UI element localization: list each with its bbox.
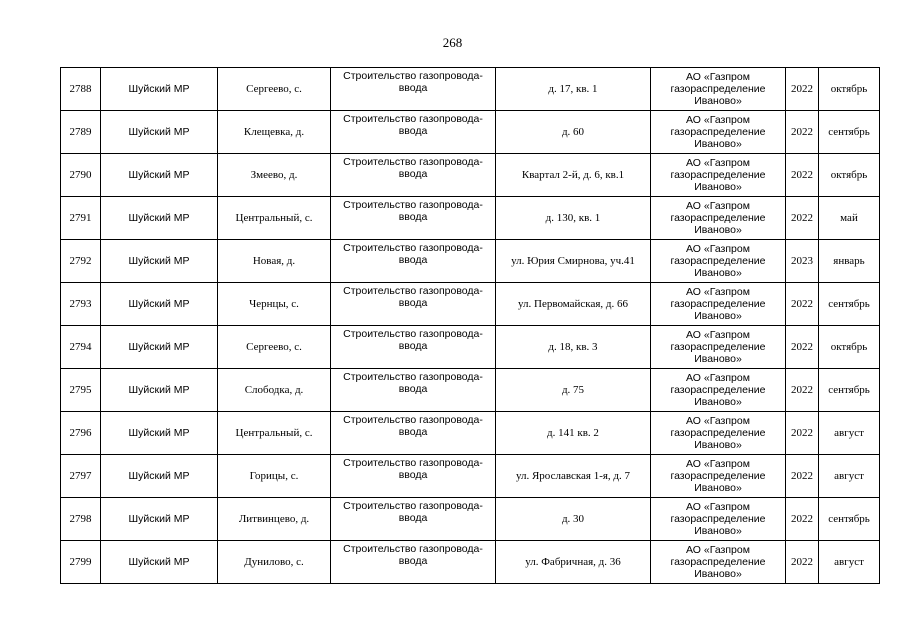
district-cell: Шуйский МР <box>101 498 218 541</box>
settlement-cell: Чернцы, с. <box>218 283 331 326</box>
district-cell: Шуйский МР <box>101 412 218 455</box>
table-row <box>61 498 880 541</box>
year-cell: 2022 <box>786 326 819 369</box>
work-type-cell: Строительство газопровода-ввода <box>331 111 496 154</box>
year-cell: 2023 <box>786 240 819 283</box>
organization-cell: АО «Газпром газораспределение Иваново» <box>651 68 786 111</box>
district-cell: Шуйский МР <box>101 68 218 111</box>
month-cell: сентябрь <box>819 283 880 326</box>
row-number-cell: 2798 <box>61 498 101 541</box>
month-cell: август <box>819 412 880 455</box>
settlement-cell: Горицы, с. <box>218 455 331 498</box>
table-body <box>61 68 880 584</box>
district-cell: Шуйский МР <box>101 154 218 197</box>
settlement-cell: Центральный, с. <box>218 197 331 240</box>
gas-connection-table <box>60 67 880 584</box>
organization-cell: АО «Газпром газораспределение Иваново» <box>651 240 786 283</box>
settlement-cell: Литвинцево, д. <box>218 498 331 541</box>
year-cell: 2022 <box>786 369 819 412</box>
settlement-cell: Центральный, с. <box>218 412 331 455</box>
address-cell: д. 75 <box>496 369 651 412</box>
address-cell: д. 30 <box>496 498 651 541</box>
work-type-cell: Строительство газопровода-ввода <box>331 541 496 584</box>
work-type-cell: Строительство газопровода-ввода <box>331 326 496 369</box>
district-cell: Шуйский МР <box>101 111 218 154</box>
row-number-cell: 2796 <box>61 412 101 455</box>
district-cell: Шуйский МР <box>101 541 218 584</box>
row-number-cell: 2794 <box>61 326 101 369</box>
year-cell: 2022 <box>786 498 819 541</box>
address-cell: ул. Ярославская 1-я, д. 7 <box>496 455 651 498</box>
work-type-cell: Строительство газопровода-ввода <box>331 68 496 111</box>
district-cell: Шуйский МР <box>101 369 218 412</box>
month-cell: октябрь <box>819 154 880 197</box>
district-cell: Шуйский МР <box>101 326 218 369</box>
work-type-cell: Строительство газопровода-ввода <box>331 154 496 197</box>
district-cell: Шуйский МР <box>101 197 218 240</box>
work-type-cell: Строительство газопровода-ввода <box>331 197 496 240</box>
organization-cell: АО «Газпром газораспределение Иваново» <box>651 326 786 369</box>
month-cell: октябрь <box>819 326 880 369</box>
month-cell: сентябрь <box>819 111 880 154</box>
row-number-cell: 2791 <box>61 197 101 240</box>
month-cell: май <box>819 197 880 240</box>
month-cell: январь <box>819 240 880 283</box>
year-cell: 2022 <box>786 412 819 455</box>
organization-cell: АО «Газпром газораспределение Иваново» <box>651 369 786 412</box>
year-cell: 2022 <box>786 111 819 154</box>
month-cell: август <box>819 541 880 584</box>
row-number-cell: 2797 <box>61 455 101 498</box>
table-row <box>61 68 880 111</box>
year-cell: 2022 <box>786 68 819 111</box>
year-cell: 2022 <box>786 283 819 326</box>
row-number-cell: 2792 <box>61 240 101 283</box>
organization-cell: АО «Газпром газораспределение Иваново» <box>651 154 786 197</box>
settlement-cell: Сергеево, с. <box>218 68 331 111</box>
settlement-cell: Сергеево, с. <box>218 326 331 369</box>
organization-cell: АО «Газпром газораспределение Иваново» <box>651 455 786 498</box>
month-cell: сентябрь <box>819 498 880 541</box>
settlement-cell: Змеево, д. <box>218 154 331 197</box>
table-row <box>61 326 880 369</box>
table-row <box>61 283 880 326</box>
district-cell: Шуйский МР <box>101 240 218 283</box>
organization-cell: АО «Газпром газораспределение Иваново» <box>651 111 786 154</box>
table-row <box>61 240 880 283</box>
address-cell: д. 17, кв. 1 <box>496 68 651 111</box>
year-cell: 2022 <box>786 197 819 240</box>
table-row <box>61 154 880 197</box>
address-cell: д. 141 кв. 2 <box>496 412 651 455</box>
organization-cell: АО «Газпром газораспределение Иваново» <box>651 498 786 541</box>
year-cell: 2022 <box>786 455 819 498</box>
page-number: 268 <box>442 35 463 50</box>
address-cell: ул. Первомайская, д. 66 <box>496 283 651 326</box>
work-type-cell: Строительство газопровода-ввода <box>331 283 496 326</box>
month-cell: сентябрь <box>819 369 880 412</box>
work-type-cell: Строительство газопровода-ввода <box>331 455 496 498</box>
row-number-cell: 2788 <box>61 68 101 111</box>
settlement-cell: Слободка, д. <box>218 369 331 412</box>
work-type-cell: Строительство газопровода-ввода <box>331 240 496 283</box>
year-cell: 2022 <box>786 541 819 584</box>
address-cell: д. 18, кв. 3 <box>496 326 651 369</box>
district-cell: Шуйский МР <box>101 455 218 498</box>
table-row <box>61 369 880 412</box>
organization-cell: АО «Газпром газораспределение Иваново» <box>651 283 786 326</box>
organization-cell: АО «Газпром газораспределение Иваново» <box>651 412 786 455</box>
table-row <box>61 412 880 455</box>
month-cell: октябрь <box>819 68 880 111</box>
row-number-cell: 2793 <box>61 283 101 326</box>
address-cell: д. 60 <box>496 111 651 154</box>
month-cell: август <box>819 455 880 498</box>
row-number-cell: 2795 <box>61 369 101 412</box>
table-row <box>61 541 880 584</box>
table-row <box>61 455 880 498</box>
row-number-cell: 2799 <box>61 541 101 584</box>
address-cell: Квартал 2-й, д. 6, кв.1 <box>496 154 651 197</box>
organization-cell: АО «Газпром газораспределение Иваново» <box>651 541 786 584</box>
table-row <box>61 111 880 154</box>
work-type-cell: Строительство газопровода-ввода <box>331 369 496 412</box>
district-cell: Шуйский МР <box>101 283 218 326</box>
address-cell: д. 130, кв. 1 <box>496 197 651 240</box>
work-type-cell: Строительство газопровода-ввода <box>331 412 496 455</box>
settlement-cell: Дунилово, с. <box>218 541 331 584</box>
address-cell: ул. Юрия Смирнова, уч.41 <box>496 240 651 283</box>
row-number-cell: 2790 <box>61 154 101 197</box>
work-type-cell: Строительство газопровода-ввода <box>331 498 496 541</box>
row-number-cell: 2789 <box>61 111 101 154</box>
organization-cell: АО «Газпром газораспределение Иваново» <box>651 197 786 240</box>
address-cell: ул. Фабричная, д. 36 <box>496 541 651 584</box>
table-row <box>61 197 880 240</box>
settlement-cell: Новая, д. <box>218 240 331 283</box>
year-cell: 2022 <box>786 154 819 197</box>
settlement-cell: Клещевка, д. <box>218 111 331 154</box>
